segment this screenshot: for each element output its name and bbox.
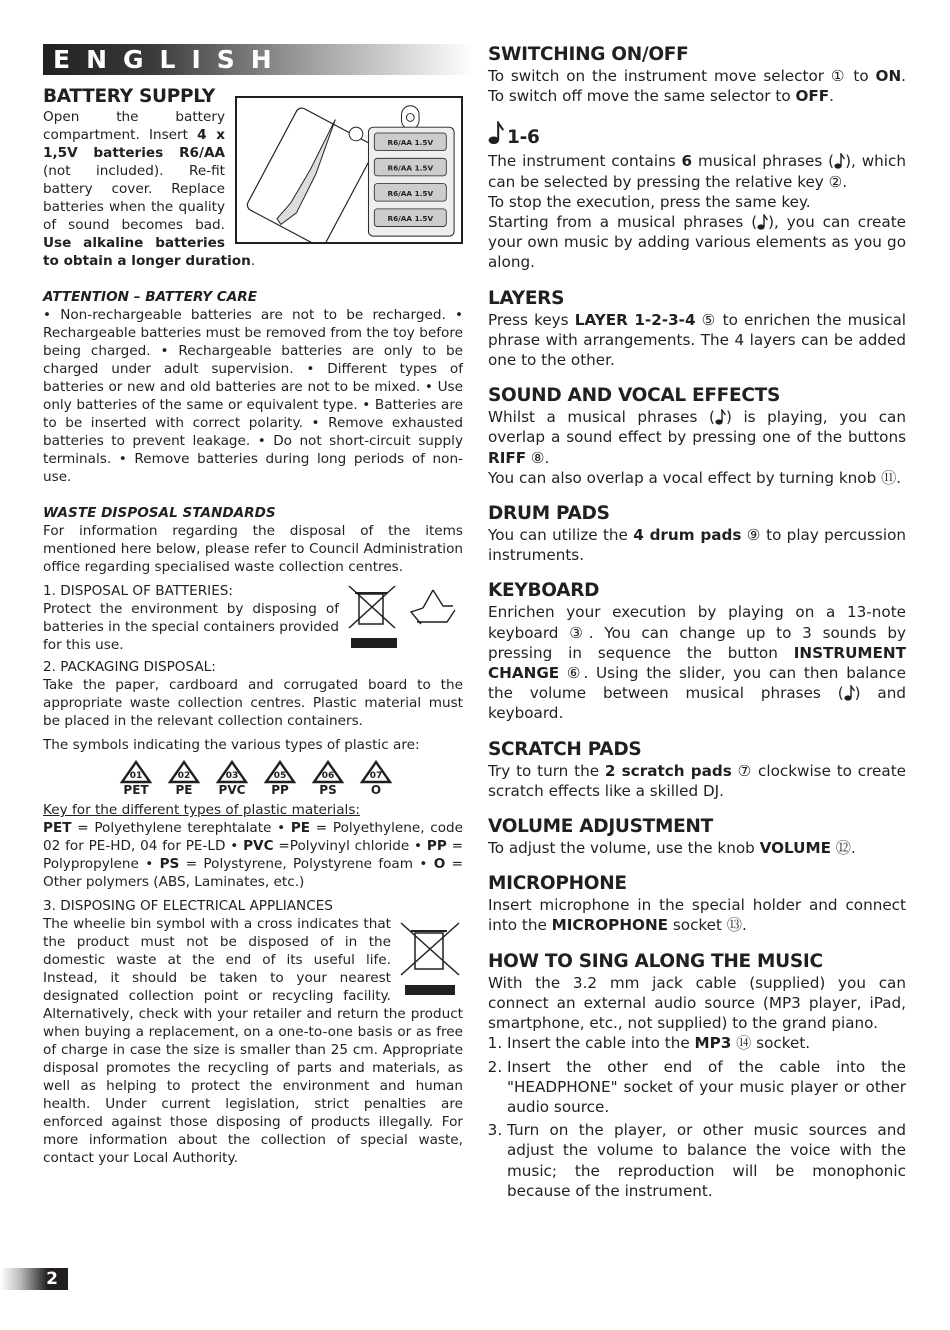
packaging-disposal-text: Take the paper, cardboard and corrugated board to the appropriate waste collection centres. Plastic material must be placed in the relevant collection containers.	[43, 677, 463, 729]
text-run: Whilst a musical phrases (	[488, 408, 715, 427]
section-title	[488, 739, 906, 761]
text-run: = Polyethylene, code 02 for PE-HD, 04 for PE-LD •	[43, 820, 464, 854]
section-title	[488, 121, 906, 151]
bold-text: PET	[43, 820, 72, 836]
electrical-disposal-text: The wheelie bin symbol with a cross indicates that the product must not be disposed of in the domestic waste at the end of its useful life. Instead, it should be taken to your nearest designated collection point or recycling facility. Alternatively, check with your retailer and return the product when buying a replacement, on a one-to-one basis or as free of charge in case the size is smaller than 25 cm. Appropriate disposal promotes the recycling of parts and materials, as well as helping to protect the environment and human health. Under current legislation, strict penalties are enforced against those disposing of products illegally. For more information about the collection of special waste, contact your Local Authority.	[43, 916, 463, 1166]
section-title-text: MICROPHONE	[488, 873, 627, 895]
section	[488, 739, 906, 801]
plastic-label: PVC	[218, 783, 246, 797]
section	[488, 951, 906, 1201]
battery-label: R6/AA 1.5V	[387, 214, 434, 224]
recycle-triangle-icon	[311, 760, 345, 784]
bold-text: LAYER 1-2-3-4	[574, 310, 696, 329]
section-title	[488, 385, 906, 407]
plastic-symbol	[311, 760, 345, 797]
battery-care-section	[43, 288, 463, 486]
bold-text: 6	[681, 152, 693, 171]
paragraph	[488, 895, 906, 935]
recycle-triangle-icon	[359, 760, 393, 784]
text-run: You can also overlap a vocal effect by turning knob ⑪.	[488, 468, 902, 487]
text-run: ), which can be selected by pressing the relative key ②.	[488, 152, 906, 191]
text-run: ) is playing, you can overlap a sound effect by pressing one of the buttons	[488, 408, 906, 447]
page-number: 2	[0, 1268, 68, 1290]
section-title-text: 1-6	[507, 127, 540, 149]
text-run: ⑫.	[830, 839, 856, 858]
recycle-triangle-icon	[215, 760, 249, 784]
text-run: ⑨ to play percussion instruments.	[488, 526, 906, 565]
paragraph	[488, 602, 906, 723]
plastic-code: 03	[225, 771, 239, 781]
right-column	[488, 44, 906, 1216]
bold-text: 2 scratch pads	[604, 761, 732, 780]
text-run: ⑦ clockwise to create scratch effects like a skilled DJ.	[488, 761, 906, 800]
recycle-triangle-icon	[167, 760, 201, 784]
paragraph	[488, 525, 906, 565]
battery-icon	[374, 133, 446, 151]
text-run: .	[250, 253, 256, 269]
text-run: Try to turn the	[488, 761, 605, 780]
section-title	[488, 816, 906, 838]
bold-text: Use alkaline batteries to obtain a longer duration	[43, 235, 251, 269]
plastic-key-text	[43, 819, 463, 891]
section-title-text: KEYBOARD	[488, 580, 600, 602]
battery-disposal-title: 1. DISPOSAL OF BATTERIES:	[43, 583, 233, 599]
bold-text: PS	[159, 856, 180, 872]
battery-care-title: ATTENTION – BATTERY CARE	[43, 289, 258, 305]
music-note-icon	[834, 153, 845, 169]
music-note-icon	[844, 685, 855, 701]
text-run: To switch on the instrument move selector ① to	[488, 67, 876, 85]
music-note-icon	[488, 121, 504, 151]
text-run: ), you can create your own music by adding various elements as you go along.	[488, 213, 906, 272]
paragraph	[488, 151, 906, 191]
bold-text: 4 x 1,5V batteries R6/AA	[43, 127, 225, 161]
step-item	[507, 1120, 906, 1201]
text-run: With the 3.2 mm jack cable (supplied) you can connect an external audio source (MP3 player, iPad, smartphone, etc., not supplied) to the grand piano.	[488, 973, 906, 1033]
bold-text: 4 drum pads	[633, 526, 742, 545]
plastic-symbol	[359, 760, 393, 797]
paragraph	[488, 973, 906, 1034]
plastic-code: 06	[321, 771, 335, 781]
text-run: Enrichen your execution by playing on a 13-note keyboard ③. You can change up to 3 sounds by pressing in sequence the button	[488, 603, 906, 662]
section	[488, 121, 906, 272]
left-column	[43, 86, 463, 1179]
text-run: (not included). Re-fit battery cover. Replace batteries when the quality of sound becomes bad.	[43, 163, 225, 233]
text-run: ⑧.	[526, 448, 550, 467]
text-run: .	[829, 87, 834, 106]
recycle-triangle-icon	[263, 760, 297, 784]
bold-text: VOLUME	[759, 839, 831, 858]
section-title	[488, 580, 906, 602]
step-item	[507, 1033, 906, 1053]
music-note-icon	[715, 409, 726, 425]
text-run: socket ⑬.	[668, 916, 747, 935]
paragraph	[488, 468, 906, 488]
paragraph	[488, 838, 906, 858]
text-run: Insert the cable into the	[507, 1034, 695, 1053]
bold-text: MP3	[694, 1034, 732, 1053]
bold-text: RIFF	[488, 448, 527, 467]
battery-icon	[374, 158, 446, 176]
section-title	[488, 503, 906, 525]
text-run: The instrument contains	[488, 152, 682, 171]
battery-compartment-illustration	[235, 96, 463, 244]
text-run: ⑭ socket.	[731, 1034, 811, 1053]
crossed-bin-icon	[349, 586, 397, 648]
section	[488, 385, 906, 488]
section	[488, 816, 906, 858]
text-run: Open the battery compartment. Insert	[43, 109, 225, 143]
text-run: =Polyvinyl chloride •	[273, 838, 427, 854]
waste-disposal-section	[43, 504, 463, 1167]
battery-care-text: • Non-rechargeable batteries are not to be recharged. • Rechargeable batteries must be removed from the toy before being charged. • Rechargeable batteries are only to be charged under adult supervision. • Different types of batteries or new and old batteries are not to be mixed. • Use only batteries of the same or equivalent type. • Batteries are to be inserted with correct polarity. • Remove exhausted batteries to prevent leakage. • Do not short-circuit supply terminals. • Remove batteries during long periods of non-use.	[43, 307, 463, 485]
section	[488, 44, 906, 106]
section	[488, 580, 906, 723]
plastic-code: 07	[369, 771, 383, 781]
steps-list	[488, 1033, 906, 1201]
crossed-wheelie-bin-icon	[397, 919, 463, 999]
plastic-label: PP	[271, 783, 289, 797]
text-run: = Polyethylene terephtalate •	[71, 820, 291, 836]
paragraph	[488, 761, 906, 801]
plastic-symbol	[215, 760, 249, 797]
wheelie-bin-and-recycle-icons	[345, 584, 463, 654]
text-run: = Polystyrene, Polystyrene foam •	[179, 856, 434, 872]
text-run: Insert microphone in the special holder and connect into the	[488, 896, 906, 935]
bold-text: MICROPHONE	[551, 916, 669, 935]
bold-text: ON	[875, 67, 902, 85]
section-title-text: SWITCHING ON/OFF	[488, 44, 689, 65]
language-banner: ENGLISH	[43, 44, 473, 75]
bold-text: O	[433, 856, 446, 872]
plastic-symbol	[167, 760, 201, 797]
section-title	[488, 873, 906, 895]
section	[488, 503, 906, 565]
text-run: = Other polymers (ABS, Laminates, etc.)	[43, 856, 463, 890]
bold-text: PVC	[243, 838, 274, 854]
text-run: You can utilize the	[488, 526, 634, 545]
battery-disposal-text: Protect the environment by disposing of batteries in the special containers provided for this use.	[43, 601, 339, 653]
plastic-symbols-intro: The symbols indicating the various types of plastic are:	[43, 737, 420, 753]
plastic-code: 02	[177, 771, 191, 781]
electrical-disposal-title: 3. DISPOSING OF ELECTRICAL APPLIANCES	[43, 898, 333, 914]
battery-icon	[374, 209, 446, 227]
plastic-label: PET	[123, 783, 149, 797]
section-title	[488, 951, 906, 973]
plastic-symbol	[119, 760, 153, 797]
text-run: To stop the execution, press the same key.	[488, 192, 811, 211]
battery-label: R6/AA 1.5V	[387, 138, 434, 148]
battery-icon	[374, 184, 446, 202]
bold-text: INSTRUMENT CHANGE	[488, 643, 906, 683]
battery-label: R6/AA 1.5V	[387, 188, 434, 198]
section-title	[488, 44, 906, 66]
section	[488, 288, 906, 371]
section	[488, 873, 906, 935]
section-title-text: SOUND AND VOCAL EFFECTS	[488, 385, 780, 407]
plastic-symbol	[263, 760, 297, 797]
section-title-text: LAYERS	[488, 287, 565, 309]
section-title-text: SCRATCH PADS	[488, 738, 642, 760]
paragraph	[488, 192, 906, 212]
text-run: To adjust the volume, use the knob	[488, 839, 760, 858]
recycle-triangle-icon	[119, 760, 153, 784]
text-run: = Polypropylene •	[43, 838, 463, 872]
plastic-code: 05	[273, 771, 287, 781]
paragraph	[488, 66, 906, 106]
bold-text: OFF	[795, 87, 830, 106]
plastic-label: PE	[175, 783, 193, 797]
step-item	[507, 1057, 906, 1118]
text-run: Turn on the player, or other music sources and adjust the volume to balance the voice with the music; the reproduction will be monophonic because of the instrument.	[507, 1121, 906, 1200]
text-run: ⑥. Using the slider, you can then balance the volume between musical phrases (	[488, 664, 906, 703]
text-run: musical phrases (	[692, 152, 835, 171]
recycle-icon	[411, 590, 455, 624]
paragraph	[488, 212, 906, 273]
bold-text: PE	[290, 820, 311, 836]
battery-supply-title: BATTERY SUPPLY	[43, 86, 215, 107]
paragraph	[488, 310, 906, 371]
section-title-text: VOLUME ADJUSTMENT	[488, 816, 713, 838]
packaging-disposal-title: 2. PACKAGING DISPOSAL:	[43, 659, 216, 675]
text-run: ) and keyboard.	[488, 684, 907, 723]
section-title-text: DRUM PADS	[488, 503, 610, 525]
music-note-icon	[757, 214, 768, 230]
plastic-code: 01	[129, 771, 143, 781]
paragraph	[488, 407, 906, 468]
battery-label: R6/AA 1.5V	[387, 163, 434, 173]
text-run: Press keys	[488, 310, 575, 329]
text-run: ⑤ to enrichen the musical phrase with arrangements. The 4 layers can be added one to the other.	[488, 310, 907, 370]
plastic-symbols-row	[119, 760, 463, 797]
plastic-key-title: Key for the different types of plastic materials:	[43, 802, 360, 818]
plastic-label: PS	[319, 783, 337, 797]
text-run: Insert the other end of the cable into the "HEADPHONE" socket of your music player or other audio source.	[507, 1057, 906, 1116]
text-run: Starting from a musical phrases (	[488, 213, 758, 232]
plastic-label: O	[370, 783, 382, 797]
waste-intro: For information regarding the disposal of the items mentioned here below, please refer to Council Administration office regarding specialised waste collection centres.	[43, 523, 463, 575]
bold-text: PP	[426, 838, 447, 854]
section-title-text: HOW TO SING ALONG THE MUSIC	[488, 950, 823, 972]
section-title	[488, 288, 906, 310]
waste-disposal-title: WASTE DISPOSAL STANDARDS	[43, 505, 276, 521]
text-run: . To switch off move the same selector to	[488, 67, 906, 106]
battery-supply-section	[43, 86, 463, 270]
